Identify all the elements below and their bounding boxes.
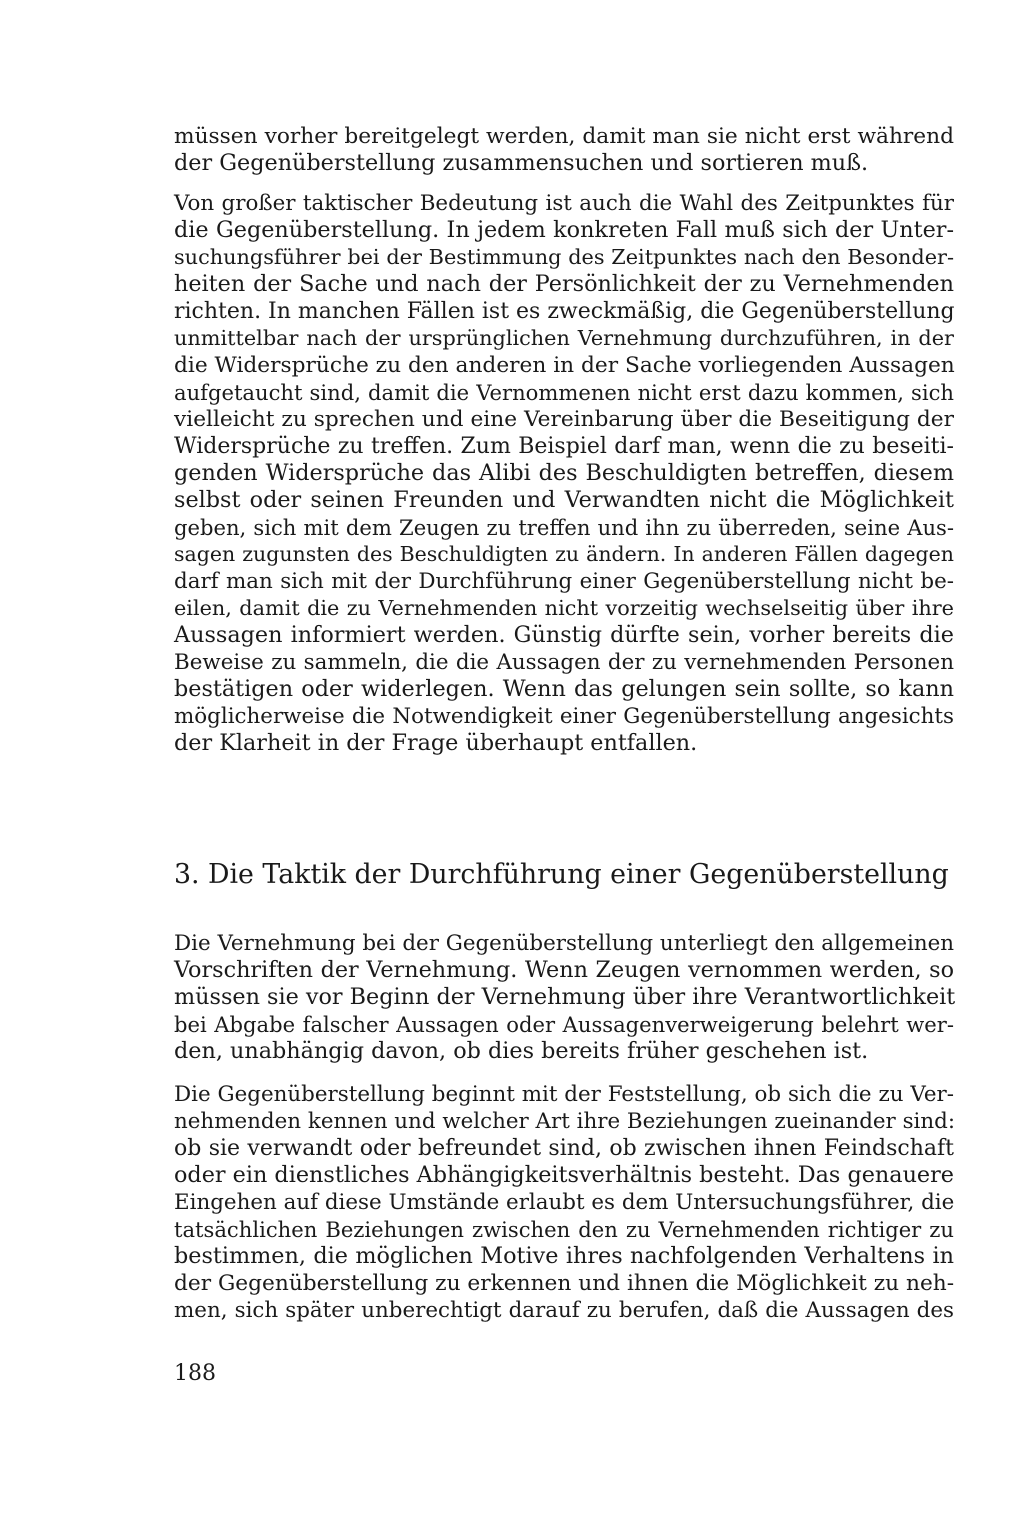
paragraph-rules <box>174 930 954 1065</box>
section-heading <box>174 855 954 895</box>
text-line: oder ein dienstliches Abhängigkeitsverhältnis besteht. Das genauere <box>174 1162 954 1188</box>
text-line: eilen, damit die zu Vernehmenden nicht vorzeitig wechselseitig über ihre <box>174 596 954 620</box>
text-line: Die Gegenüberstellung beginnt mit der Feststellung, ob sich die zu Ver- <box>174 1082 954 1107</box>
text-line: Widersprüche zu treffen. Zum Beispiel darf man, wenn die zu beseiti- <box>174 434 954 459</box>
text-line: Beweise zu sammeln, die die Aussagen der zu vernehmenden Personen <box>174 650 954 675</box>
text-line: darf man sich mit der Durchführung einer Gegenüberstellung nicht be- <box>174 569 954 594</box>
text-line: die Gegenüberstellung. In jedem konkreten Fall muß sich der Unter- <box>174 217 954 243</box>
text-line: Eingehen auf diese Umstände erlaubt es dem Untersuchungsführer, die <box>174 1190 955 1215</box>
text-line: richten. In manchen Fällen ist es zweckmäßig, die Gegenüberstellung <box>174 299 955 324</box>
text-line: vielleicht zu sprechen und eine Vereinbarung über die Beseitigung der <box>174 407 954 432</box>
text-line: bei Abgabe falscher Aussagen oder Aussagenverweigerung belehrt wer- <box>174 1012 954 1037</box>
text-line: unmittelbar nach der ursprünglichen Vernehmung durchzuführen, in der <box>174 326 954 350</box>
paragraph-continuation <box>174 123 954 177</box>
paragraph-timing <box>174 190 954 757</box>
text-line: den, unabhängig davon, ob dies bereits früher geschehen ist. <box>174 1038 869 1064</box>
text-line: Aussagen informiert werden. Günstig dürfte sein, vorher bereits die <box>174 622 954 648</box>
page-number: 188 <box>174 1361 216 1386</box>
text-line: möglicherweise die Notwendigkeit einer Gegenüberstellung angesichts <box>174 704 954 729</box>
text-line: Vorschriften der Vernehmung. Wenn Zeugen vernommen werden, so <box>174 957 954 983</box>
text-line: men, sich später unberechtigt darauf zu berufen, daß die Aussagen des <box>174 1298 954 1323</box>
text-line: heiten der Sache und nach der Persönlichkeit der zu Vernehmenden <box>174 271 954 297</box>
text-line: nehmenden kennen und welcher Art ihre Beziehungen zueinander sind: <box>174 1109 956 1134</box>
text-line: selbst oder seinen Freunden und Verwandten nicht die Möglichkeit <box>174 487 954 513</box>
text-line: suchungsführer bei der Bestimmung des Zeitpunktes nach den Besonder- <box>174 245 954 269</box>
text-line: geben, sich mit dem Zeugen zu treffen und ihn zu überreden, seine Aus- <box>174 515 954 540</box>
text-line: sagen zugunsten des Beschuldigten zu ändern. In anderen Fällen dagegen <box>174 542 954 566</box>
text-line: genden Widersprüche das Alibi des Beschuldigten betreffen, diesem <box>174 460 954 486</box>
text-line: müssen vorher bereitgelegt werden, damit man sie nicht erst während <box>174 124 954 149</box>
text-line: der Klarheit in der Frage überhaupt entfallen. <box>174 730 698 756</box>
section-title: Die Taktik der Durchführung einer Gegenüberstellung <box>208 859 949 890</box>
text-line: die Widersprüche zu den anderen in der Sache vorliegenden Aussagen <box>174 353 955 378</box>
text-line: Die Vernehmung bei der Gegenüberstellung unterliegt den allgemeinen <box>174 931 955 956</box>
text-line: der Gegenüberstellung zusammensuchen und sortieren muß. <box>174 150 869 176</box>
text-line: tatsächlichen Beziehungen zwischen den zu Vernehmenden richtiger zu <box>174 1217 954 1242</box>
text-line: bestimmen, die möglichen Motive ihres nachfolgenden Verhaltens in <box>174 1243 954 1269</box>
paragraph-procedure <box>174 1081 954 1324</box>
text-line: der Gegenüberstellung zu erkennen und ihnen die Möglichkeit zu neh- <box>174 1271 955 1296</box>
text-line: müssen sie vor Beginn der Vernehmung über ihre Verantwortlichkeit <box>174 984 956 1010</box>
text-line: ob sie verwandt oder befreundet sind, ob zwischen ihnen Feindschaft <box>174 1136 954 1161</box>
text-line: aufgetaucht sind, damit die Vernommenen nicht erst dazu kommen, sich <box>174 380 954 405</box>
section-number: 3. <box>174 859 200 890</box>
text-line: Von großer taktischer Bedeutung ist auch die Wahl des Zeitpunktes für <box>174 191 954 216</box>
text-line: bestätigen oder widerlegen. Wenn das gelungen sein sollte, so kann <box>174 676 954 702</box>
